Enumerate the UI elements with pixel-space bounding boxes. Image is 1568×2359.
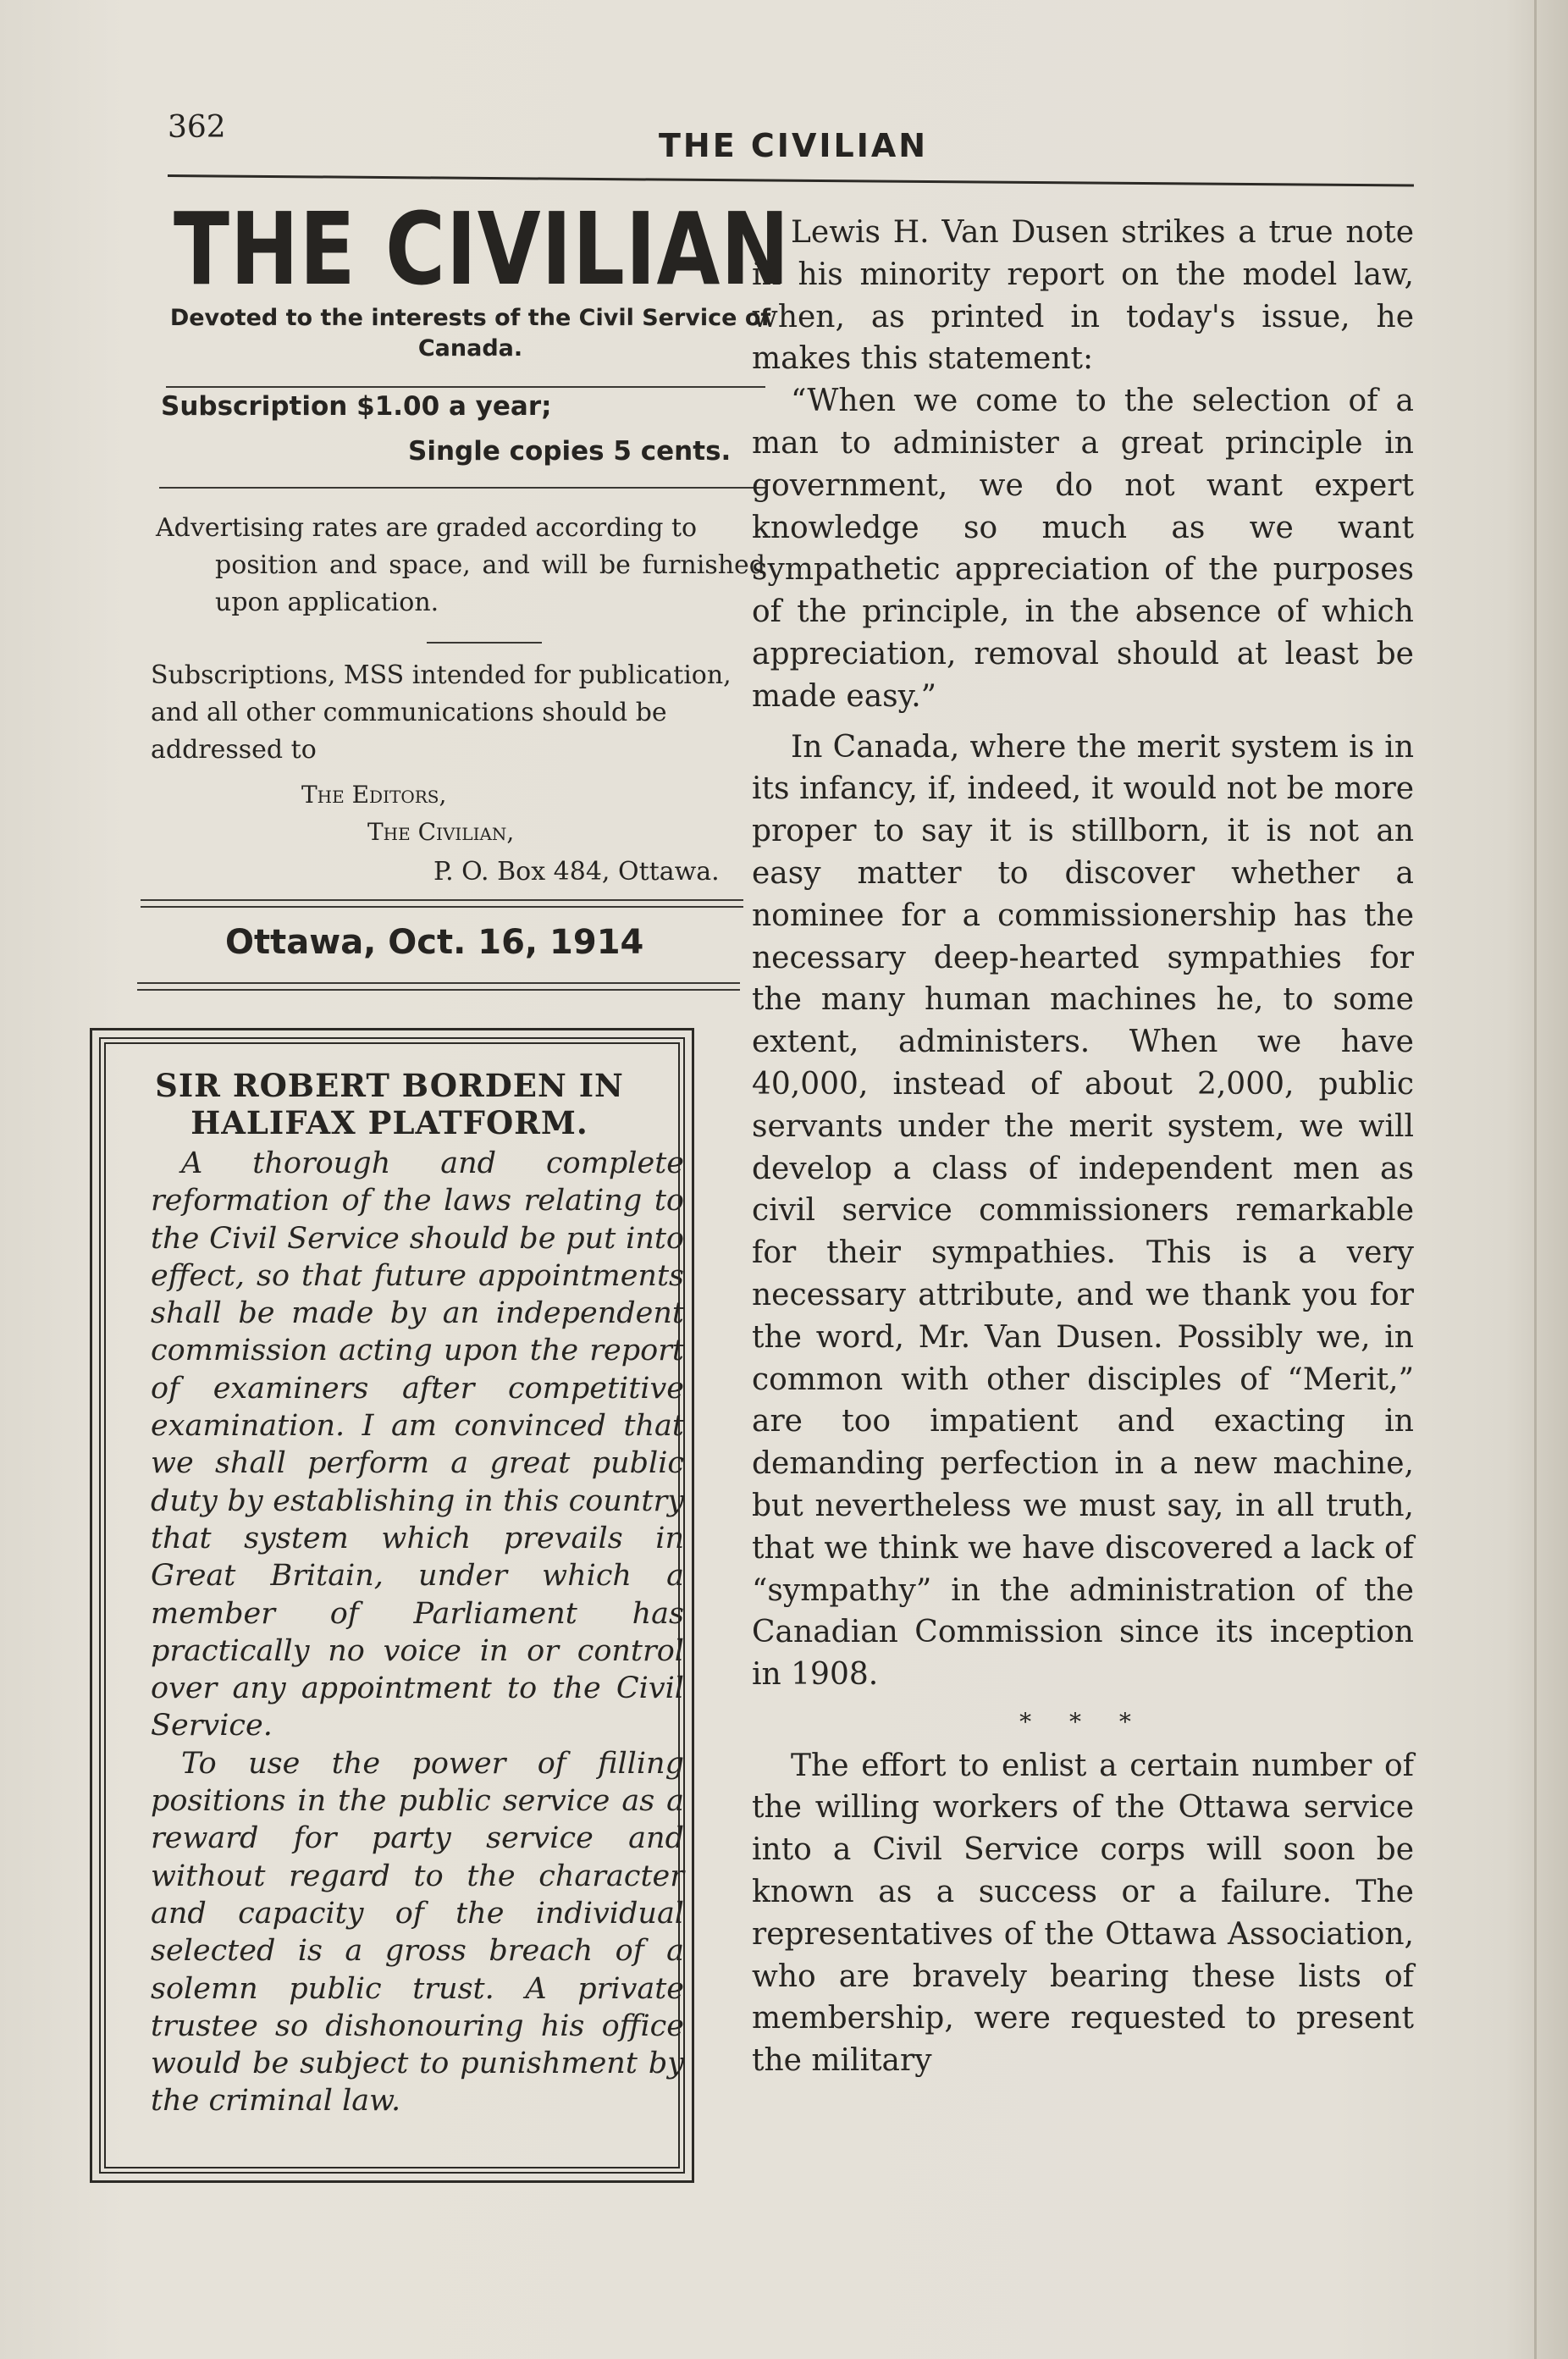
- section-separator: * * *: [1019, 1707, 1146, 1736]
- headline-line1: SIR ROBERT BORDEN IN: [155, 1067, 624, 1104]
- date-rule-bottom-2: [137, 989, 740, 991]
- editorial-paragraph-3: The effort to enlist a certain number of the willing workers of the Ottawa service into a Civil Service corps will soon be known as a success or a failure. The representatives of the Ottawa Association, who are bravely bearing these lists of membership, were requested to present the military: [752, 1748, 1414, 2079]
- boxed-article-headline: [85, 1067, 694, 1141]
- advertising-line1: Advertising rates are graded according to: [156, 513, 698, 543]
- advertising-notice: [156, 510, 765, 622]
- short-rule: [427, 642, 542, 644]
- page-edge: [1534, 0, 1537, 2359]
- single-copies-price: Single copies 5 cents.: [408, 436, 732, 467]
- address-publication: The Civilian,: [367, 818, 515, 846]
- editorial-paragraph-1: Lewis H. Van Dusen strikes a true note in his minority report on the model law, when, as printed in today's issue, he makes this statement:: [752, 215, 1414, 377]
- subscription-price: Subscription $1.00 a year;: [161, 391, 552, 422]
- masthead-rule: [166, 386, 765, 388]
- submission-notice: Subscriptions, MSS intended for publication, and all other communications should be addressed to: [151, 660, 732, 765]
- dateline: Ottawa, Oct. 16, 1914: [225, 923, 644, 962]
- boxed-article-body: [151, 1145, 684, 2120]
- editorial-quote: “When we come to the selection of a man to administer a great principle in government, we do not want expert knowledge so much as we want sympathetic appreciation of the purposes of the principle, in the absence of which appreciation, removal should at least be made easy.”: [752, 384, 1414, 714]
- address-box: P. O. Box 484, Ottawa.: [433, 857, 720, 887]
- headline-line2: HALIFAX PLATFORM.: [190, 1104, 588, 1141]
- date-rule-top-2: [141, 906, 743, 908]
- advertising-line2: position and space, and will be furnished upon application.: [215, 550, 765, 617]
- date-rule-top-1: [141, 899, 743, 901]
- editorial-paragraph-2: In Canada, where the merit system is in its infancy, if, indeed, it would not be more proper to say it is stillborn, it is not an easy matter to discover whether a nominee for a commissionership has the necessary deep-hearted sympathies for the many human machines he, to some extent, administers. When we have 40,000, instead of about 2,000, public servants under the merit system, we will develop a class of independent men as civil service commissioners remarkable for their sympathies. This is a very necessary attribute, and we thank you for the word, Mr. Van Dusen. Possibly we, in common with other disciples of “Merit,” are too impatient and exacting in demanding perfection in a new machine, but nevertheless we must say, in all truth, that we think we have discovered a lack of “sympathy” in the administration of the Canadian Commission since its inception in 1908.: [752, 729, 1414, 1693]
- editorial-column: [752, 212, 1414, 2082]
- page-number: 362: [168, 110, 226, 145]
- subscription-rule: [159, 487, 765, 489]
- header-rule: [168, 174, 1414, 187]
- masthead-title: THE CIVILIAN: [174, 191, 791, 307]
- masthead-subtitle: Devoted to the interests of the Civil Service of Canada.: [169, 305, 771, 362]
- running-head: THE CIVILIAN: [659, 127, 929, 164]
- boxed-paragraph-1: A thorough and complete reformation of the laws relating to the Civil Service should be put into effect, so that future appointments shall be made by an independent commission acting upon the report of examiners after competitive examination. I am convinced that we shall perform a great public duty by establishing in this country that system which prevails in Great Britain, under which a member of Parliament has practically no voice in or control over any appointment to the Civil Service.: [151, 1146, 684, 1743]
- address-editors: The Editors,: [301, 781, 447, 809]
- date-rule-bottom-1: [137, 982, 740, 984]
- boxed-paragraph-2: To use the power of filling positions in the public service as a reward for party service and without regard to the character and capacity of the individual selected is a gross breach of a solemn public trust. A private trustee so dishonouring his office would be subject to punishment by the criminal law.: [151, 1746, 684, 2119]
